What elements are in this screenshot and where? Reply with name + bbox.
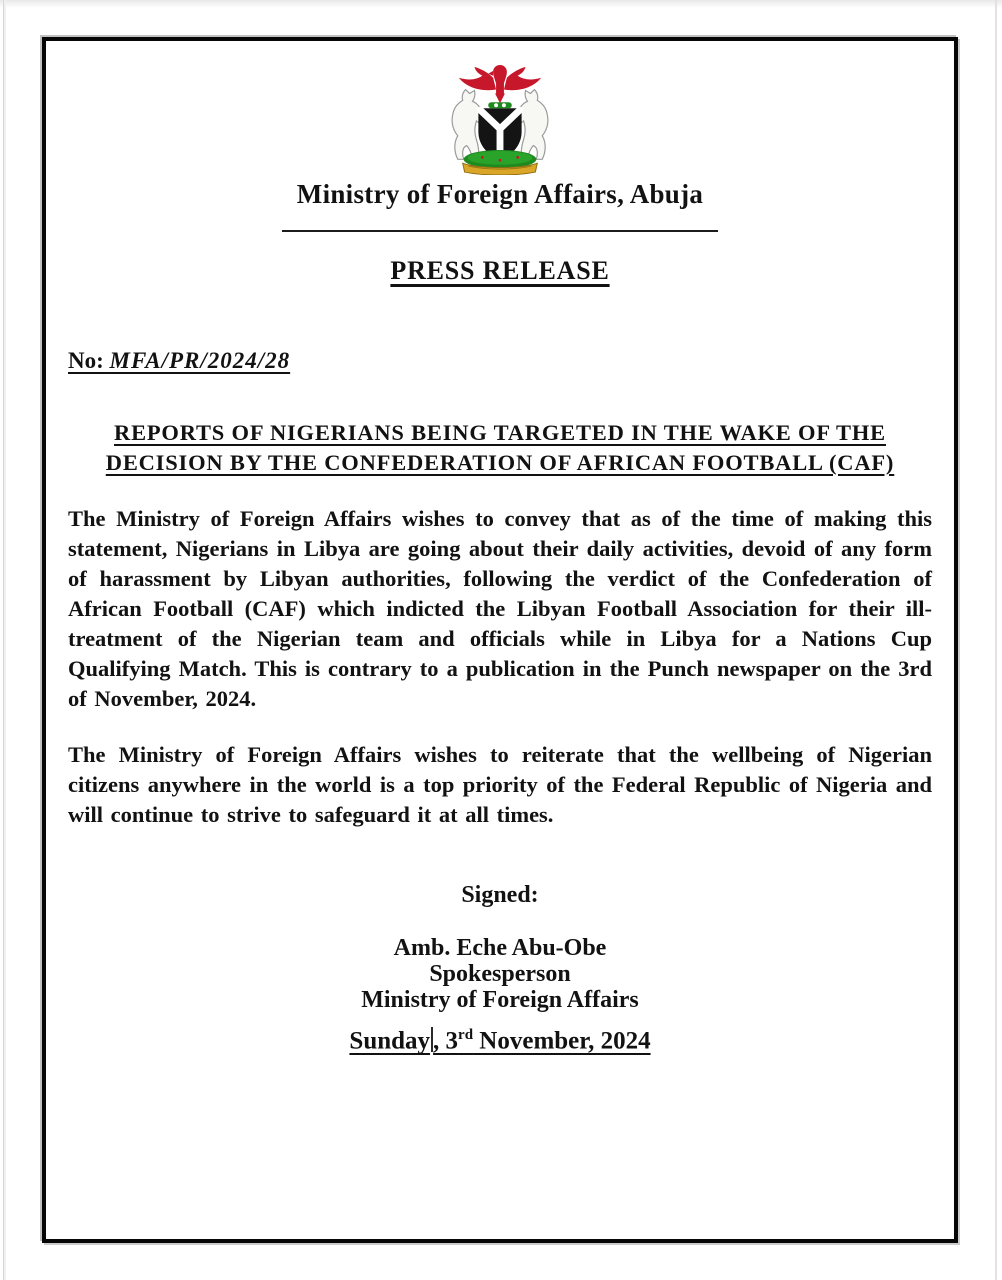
date-rest: November, 2024 <box>473 1027 651 1055</box>
document-type-heading: PRESS RELEASE <box>390 256 610 285</box>
date-line <box>68 1027 932 1055</box>
page-left-edge <box>3 0 6 1280</box>
reference-label: No: <box>68 348 110 373</box>
signature-block <box>68 935 932 1013</box>
headline-line-2: DECISION BY THE CONFEDERATION OF AFRICAN FOOTBALL (CAF) <box>105 450 895 475</box>
date-weekday: Sunday <box>349 1027 431 1055</box>
document-border-frame <box>42 37 958 1243</box>
signatory-name: Amb. Eche Abu-Obe <box>393 935 607 961</box>
horse-right-icon <box>518 90 548 160</box>
page-right-edge <box>995 0 997 1280</box>
reference-number: MFA/PR/2024/28 <box>109 348 291 373</box>
signatory-organization: Ministry of Foreign Affairs <box>361 987 639 1013</box>
horse-left-icon <box>452 90 482 160</box>
page-title: Ministry of Foreign Affairs, Abuja <box>296 179 704 209</box>
divider-line <box>282 230 718 232</box>
nigeria-coat-of-arms <box>438 63 562 175</box>
signed-label: Signed: <box>461 882 539 908</box>
date-day: , 3 <box>433 1027 459 1055</box>
signatory-title: Spokesperson <box>429 961 571 987</box>
page-top-shadow <box>0 0 1002 8</box>
body-paragraph-2: The Ministry of Foreign Affairs wishes to reiterate that the wellbeing of Nigerian citizens anywhere in the world is a top priority of the Federal Republic of Nigeria and will continue to strive to safeguard it at all times. <box>68 742 932 827</box>
body-paragraph-1: The Ministry of Foreign Affairs wishes to convey that as of the time of making this statement, Nigerians in Libya are going about their daily activities, devoid of any form of harassment by Libyan authorities, following the verdict of the Confederation of African Football (CAF) which indicted the Libyan Football Association for their ill-treatment of the Nigerian team and officials while in Libya for a Nations Cup Qualifying Match. This is contrary to a publication in the Punch newspaper on the 3rd of November, 2024. <box>68 506 932 711</box>
headline-line-1: REPORTS OF NIGERIANS BEING TARGETED IN THE WAKE OF THE <box>114 420 886 445</box>
reference-number-line <box>68 348 290 374</box>
date-ordinal: rd <box>458 1027 474 1043</box>
headline <box>68 418 932 478</box>
